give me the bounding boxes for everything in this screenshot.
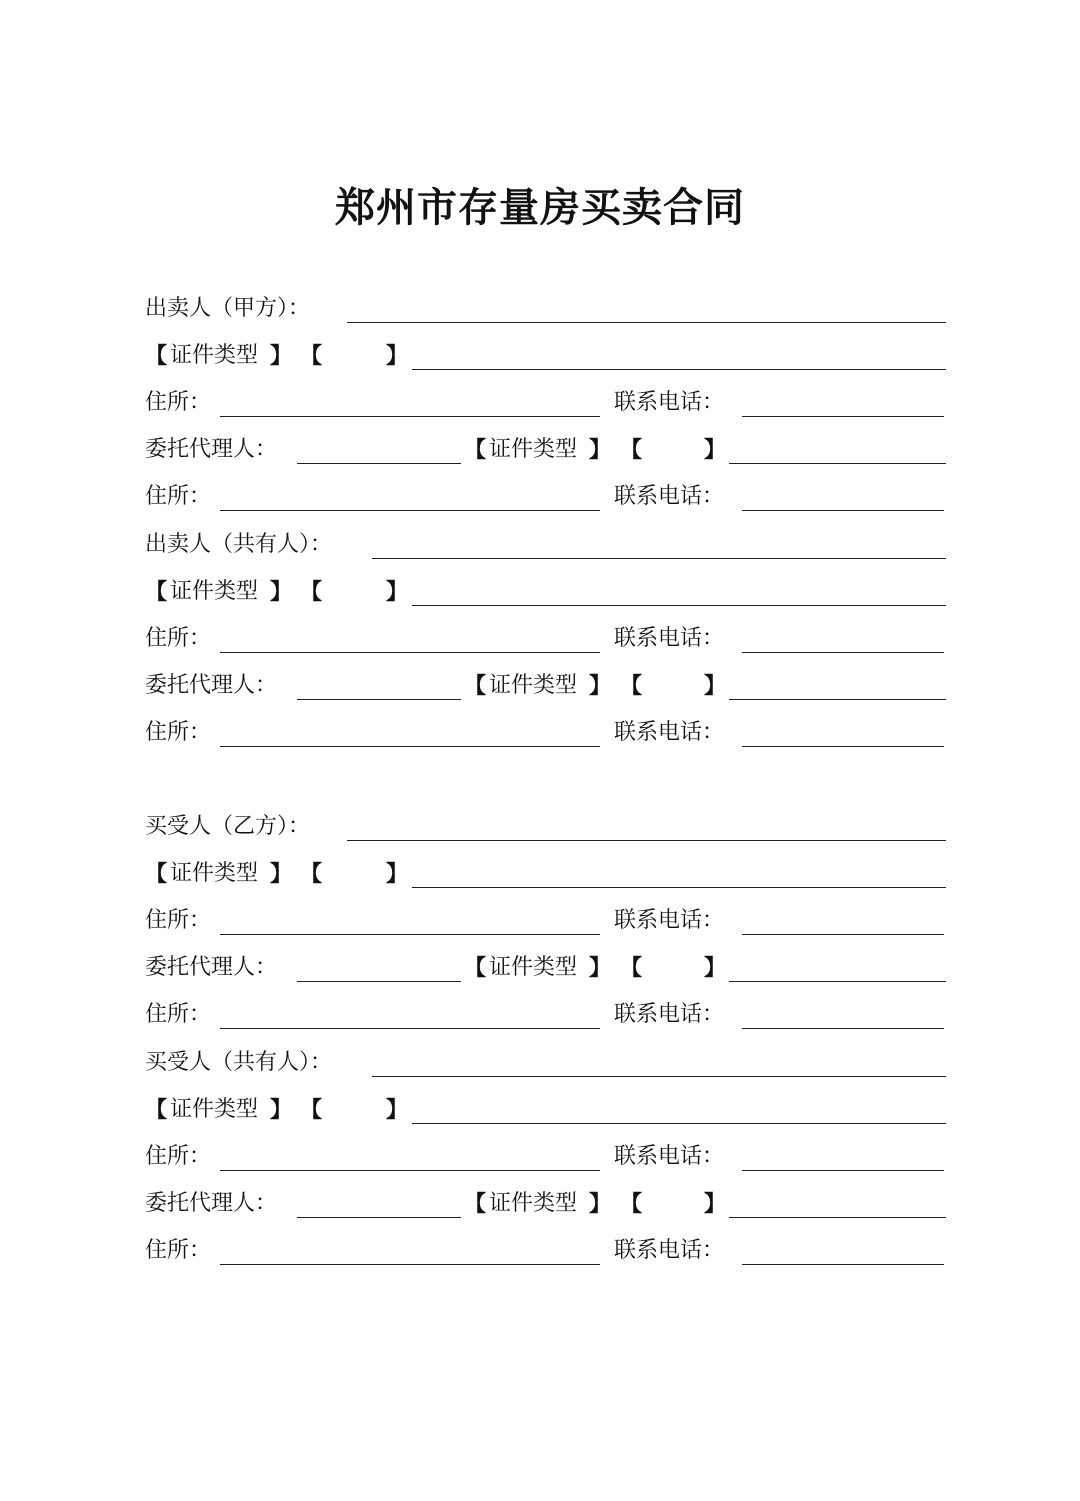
id-type-label: 证件类型	[170, 343, 259, 368]
seller_main-phone-field[interactable]	[742, 416, 944, 417]
phone-label: 联系电话：	[614, 1144, 725, 1169]
id-type-bracket-right: 】	[589, 955, 612, 981]
id-type-bracket-left: 【	[464, 955, 487, 981]
phone-label: 联系电话：	[614, 484, 725, 509]
buyer_co-agent-phone-field[interactable]	[742, 1264, 944, 1265]
seller_co-label: 出卖人（共有人）：	[145, 532, 333, 557]
buyer_co-id-number-field[interactable]	[412, 1123, 946, 1124]
seller_co-address-row	[0, 624, 1080, 670]
buyer_co-agent-address-field[interactable]	[220, 1264, 600, 1265]
id-type-bracket-right: 】	[589, 673, 612, 699]
buyer_co-label: 买受人（共有人）：	[145, 1050, 333, 1075]
buyer_main-id-number-field[interactable]	[412, 887, 946, 888]
id-type-select-bracket-right: 】	[386, 861, 409, 887]
id-type-bracket-left: 【	[464, 1191, 487, 1217]
seller_co-agent-phone-field[interactable]	[742, 746, 944, 747]
id-type-select-bracket-left: 【	[300, 861, 323, 887]
id-type-select-bracket-left: 【	[620, 673, 643, 699]
buyer_main-address-field[interactable]	[220, 934, 600, 935]
phone-label: 联系电话：	[614, 1002, 725, 1027]
buyer_main-agent-address-row	[0, 1000, 1080, 1046]
agent-label: 委托代理人：	[145, 673, 278, 698]
address-label: 住所：	[145, 390, 212, 415]
id-type-label: 证件类型	[489, 437, 578, 462]
phone-label: 联系电话：	[614, 390, 725, 415]
agent-label: 委托代理人：	[145, 437, 278, 462]
buyer_main-agent-name-field[interactable]	[297, 981, 461, 982]
buyer_co-address-row	[0, 1142, 1080, 1188]
seller_co-agent-name-field[interactable]	[297, 699, 461, 700]
buyer_co-agent-name-field[interactable]	[297, 1217, 461, 1218]
seller_main-agent-address-row	[0, 482, 1080, 528]
buyer_co-id-row	[0, 1095, 1080, 1141]
buyer_main-phone-field[interactable]	[742, 934, 944, 935]
id-type-select-bracket-right: 】	[386, 343, 409, 369]
buyer_main-agent-address-field[interactable]	[220, 1028, 600, 1029]
seller_main-row	[0, 294, 1080, 340]
id-type-label: 证件类型	[489, 673, 578, 698]
id-type-bracket-left: 【	[145, 1097, 168, 1123]
address-label: 住所：	[145, 1144, 212, 1169]
address-label: 住所：	[145, 908, 212, 933]
buyer_co-phone-field[interactable]	[742, 1170, 944, 1171]
buyer_main-address-row	[0, 906, 1080, 952]
phone-label: 联系电话：	[614, 626, 725, 651]
address-label: 住所：	[145, 1238, 212, 1263]
seller_main-name-field[interactable]	[347, 322, 946, 323]
phone-label: 联系电话：	[614, 720, 725, 745]
id-type-bracket-right: 】	[270, 1097, 293, 1123]
buyer_co-row	[0, 1048, 1080, 1094]
seller_co-name-field[interactable]	[372, 558, 946, 559]
buyer_co-agent-id-number-field[interactable]	[729, 1217, 946, 1218]
address-label: 住所：	[145, 626, 212, 651]
document-title: 郑州市存量房买卖合同	[335, 184, 745, 231]
buyer_main-agent-row	[0, 953, 1080, 999]
seller_co-address-field[interactable]	[220, 652, 600, 653]
id-type-bracket-left: 【	[145, 861, 168, 887]
id-type-label: 证件类型	[170, 861, 259, 886]
seller_main-agent-id-number-field[interactable]	[729, 463, 946, 464]
seller_main-label: 出卖人（甲方）：	[145, 296, 311, 321]
buyer_main-agent-phone-field[interactable]	[742, 1028, 944, 1029]
buyer_main-row	[0, 812, 1080, 858]
seller_main-id-row	[0, 341, 1080, 387]
id-type-select-bracket-left: 【	[620, 955, 643, 981]
id-type-select-bracket-left: 【	[300, 1097, 323, 1123]
id-type-bracket-right: 】	[270, 343, 293, 369]
id-type-label: 证件类型	[489, 1191, 578, 1216]
seller_co-agent-address-row	[0, 718, 1080, 764]
id-type-select-bracket-left: 【	[300, 579, 323, 605]
seller_co-agent-id-number-field[interactable]	[729, 699, 946, 700]
seller_co-row	[0, 530, 1080, 576]
seller_co-phone-field[interactable]	[742, 652, 944, 653]
id-type-select-bracket-right: 】	[704, 437, 727, 463]
id-type-bracket-right: 】	[270, 579, 293, 605]
seller_co-id-number-field[interactable]	[412, 605, 946, 606]
agent-label: 委托代理人：	[145, 1191, 278, 1216]
seller_co-agent-address-field[interactable]	[220, 746, 600, 747]
id-type-select-bracket-left: 【	[300, 343, 323, 369]
buyer_co-name-field[interactable]	[372, 1076, 946, 1077]
seller_co-id-row	[0, 577, 1080, 623]
phone-label: 联系电话：	[614, 908, 725, 933]
agent-label: 委托代理人：	[145, 955, 278, 980]
id-type-label: 证件类型	[170, 579, 259, 604]
seller_co-agent-row	[0, 671, 1080, 717]
buyer_co-agent-row	[0, 1189, 1080, 1235]
id-type-select-bracket-right: 】	[704, 673, 727, 699]
buyer_co-address-field[interactable]	[220, 1170, 600, 1171]
id-type-bracket-left: 【	[464, 437, 487, 463]
buyer_main-name-field[interactable]	[347, 840, 946, 841]
buyer_main-agent-id-number-field[interactable]	[729, 981, 946, 982]
id-type-select-bracket-right: 】	[704, 1191, 727, 1217]
id-type-label: 证件类型	[489, 955, 578, 980]
seller_main-agent-name-field[interactable]	[297, 463, 461, 464]
id-type-select-bracket-right: 】	[386, 1097, 409, 1123]
seller_main-address-row	[0, 388, 1080, 434]
buyer_main-id-row	[0, 859, 1080, 905]
address-label: 住所：	[145, 720, 212, 745]
seller_main-agent-address-field[interactable]	[220, 510, 600, 511]
seller_main-agent-phone-field[interactable]	[742, 510, 944, 511]
seller_main-address-field[interactable]	[220, 416, 600, 417]
id-type-select-bracket-left: 【	[620, 1191, 643, 1217]
id-type-label: 证件类型	[170, 1097, 259, 1122]
id-type-bracket-left: 【	[145, 343, 168, 369]
id-type-select-bracket-right: 】	[386, 579, 409, 605]
buyer_co-agent-address-row	[0, 1236, 1080, 1282]
id-type-bracket-right: 】	[589, 1191, 612, 1217]
buyer_main-label: 买受人（乙方）：	[145, 814, 311, 839]
id-type-select-bracket-right: 】	[704, 955, 727, 981]
address-label: 住所：	[145, 484, 212, 509]
id-type-select-bracket-left: 【	[620, 437, 643, 463]
seller_main-id-number-field[interactable]	[412, 369, 946, 370]
id-type-bracket-left: 【	[145, 579, 168, 605]
id-type-bracket-right: 】	[589, 437, 612, 463]
phone-label: 联系电话：	[614, 1238, 725, 1263]
address-label: 住所：	[145, 1002, 212, 1027]
id-type-bracket-right: 】	[270, 861, 293, 887]
id-type-bracket-left: 【	[464, 673, 487, 699]
seller_main-agent-row	[0, 435, 1080, 481]
